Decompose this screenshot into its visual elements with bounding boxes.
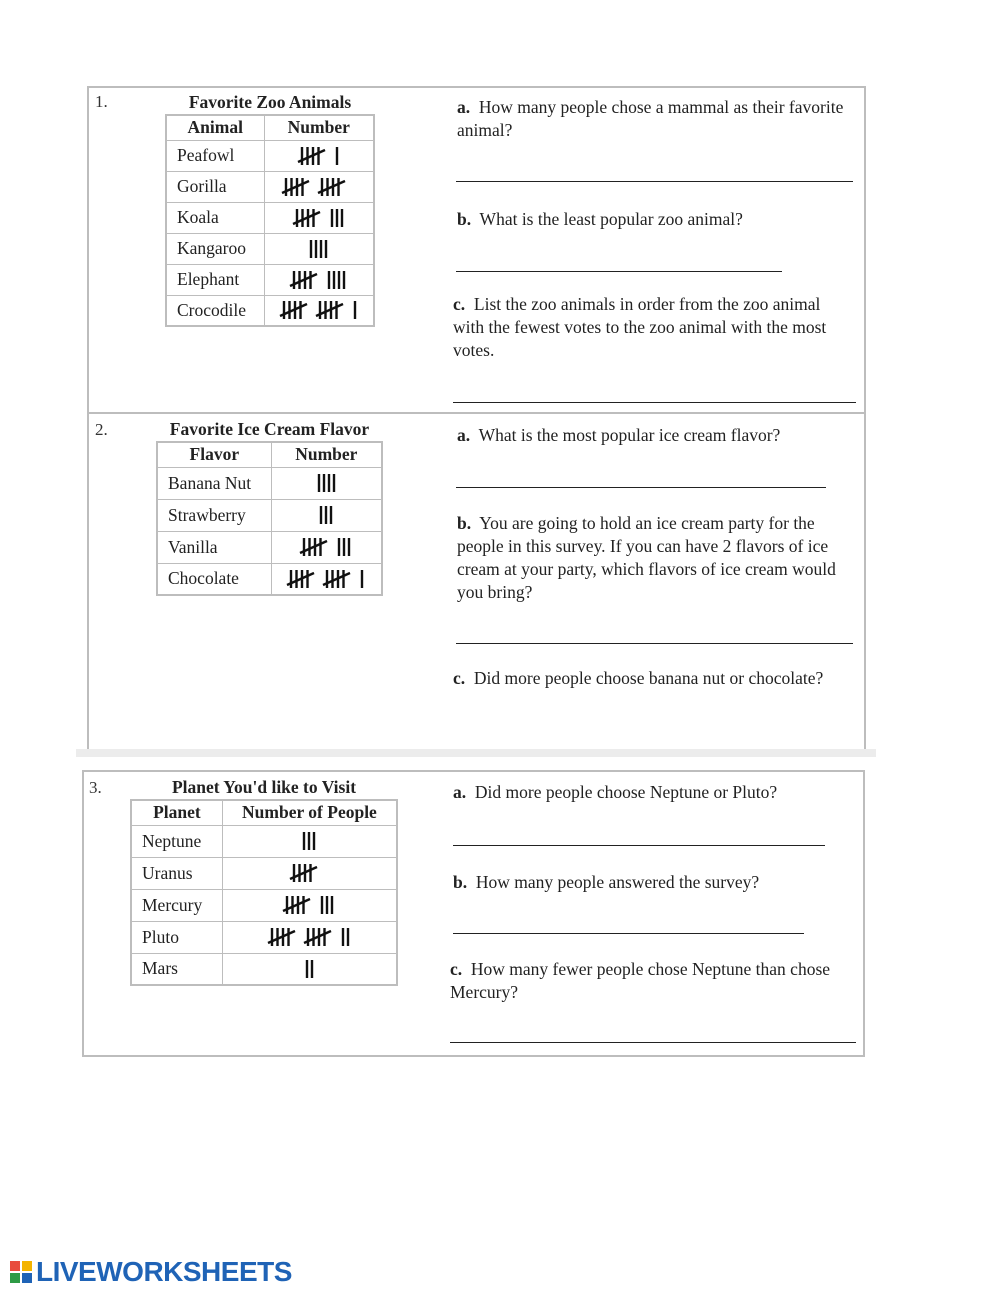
tally-cell (222, 825, 397, 857)
tally-cell (271, 499, 382, 531)
table-row (157, 467, 382, 499)
tally-cell (264, 140, 374, 171)
tally-marks (299, 536, 353, 558)
answer-line-1b[interactable] (456, 271, 782, 272)
table-row (166, 264, 374, 295)
tally-marks (286, 568, 366, 590)
tally-cell (264, 233, 374, 264)
table-row (131, 953, 397, 985)
section-2-number: 2. (95, 420, 108, 439)
table-row (131, 921, 397, 953)
question-text: Did more people choose banana nut or chocolate? (473, 668, 824, 688)
logo-text: LIVEWORKSHEETS (36, 1256, 292, 1287)
page-separator (76, 749, 876, 757)
tally-marks (267, 926, 352, 948)
column-header: Number of People (222, 800, 397, 825)
tally-cell (264, 202, 374, 233)
tally-cell (264, 171, 374, 202)
row-label: Pluto (131, 921, 222, 953)
question-1a (457, 96, 852, 142)
row-label: Mars (131, 953, 222, 985)
section-1-number: 1. (95, 92, 108, 111)
liveworksheets-logo[interactable] (10, 1256, 292, 1288)
table-row (157, 531, 382, 563)
row-label: Vanilla (157, 531, 271, 563)
table-row (166, 202, 374, 233)
tally-cell (264, 295, 374, 326)
tally-marks (317, 504, 335, 526)
tally-cell (222, 857, 397, 889)
question-letter: a. (457, 425, 471, 445)
question-letter: c. (453, 668, 466, 688)
question-text: What is the least popular zoo animal? (479, 209, 743, 229)
row-label: Koala (166, 202, 264, 233)
table-row (166, 171, 374, 202)
table-row (166, 233, 374, 264)
answer-line-2a[interactable] (456, 487, 826, 488)
tally-marks (292, 207, 346, 229)
table-row (131, 889, 397, 921)
section-1-table (165, 114, 375, 327)
question-3b (453, 871, 848, 894)
tally-marks (281, 176, 357, 198)
tally-cell (222, 889, 397, 921)
table-row (166, 140, 374, 171)
question-text: How many people answered the survey? (475, 872, 760, 892)
question-letter: b. (457, 209, 472, 229)
question-letter: c. (450, 959, 463, 979)
table-row (131, 857, 397, 889)
answer-line-1c[interactable] (453, 402, 856, 403)
row-label: Neptune (131, 825, 222, 857)
tally-marks (303, 958, 316, 980)
tally-cell (222, 921, 397, 953)
section-3-number: 3. (89, 778, 102, 797)
column-header: Flavor (157, 442, 271, 467)
question-text: How many fewer people chose Neptune than chose Mercury? (450, 959, 831, 1002)
table-row (131, 825, 397, 857)
tally-cell (222, 953, 397, 985)
question-letter: b. (457, 513, 472, 533)
question-text: Did more people choose Neptune or Pluto? (474, 782, 778, 802)
question-1c (453, 293, 843, 362)
row-label: Kangaroo (166, 233, 264, 264)
answer-line-3b[interactable] (453, 933, 804, 934)
tally-marks (279, 299, 359, 321)
tally-marks (282, 894, 336, 916)
section-1-table-title: Favorite Zoo Animals (188, 92, 352, 112)
logo-icon (10, 1261, 32, 1283)
answer-line-1a[interactable] (456, 181, 853, 182)
question-text: What is the most popular ice cream flavor? (478, 425, 781, 445)
question-letter: b. (453, 872, 468, 892)
answer-line-2b[interactable] (456, 643, 853, 644)
row-label: Peafowl (166, 140, 264, 171)
table-row (166, 295, 374, 326)
tally-cell (271, 531, 382, 563)
answer-line-3a[interactable] (453, 845, 825, 846)
tally-cell (264, 264, 374, 295)
tally-cell (271, 563, 382, 595)
tally-marks (289, 269, 348, 291)
row-label: Elephant (166, 264, 264, 295)
row-label: Banana Nut (157, 467, 271, 499)
question-3c (450, 958, 845, 1004)
question-2c (453, 667, 843, 690)
row-label: Mercury (131, 889, 222, 921)
tally-marks (289, 862, 329, 884)
tally-cell (271, 467, 382, 499)
question-2a (457, 424, 852, 447)
column-header: Planet (131, 800, 222, 825)
question-text: You are going to hold an ice cream party for the people in this survey. If you can have 2 flavors of ice cream at your party, which flavors of ice cream would you bring? (457, 513, 836, 602)
question-2b (457, 512, 852, 604)
question-letter: a. (457, 97, 471, 117)
question-text: List the zoo animals in order from the zoo animal with the fewest votes to the zoo animal with the most votes. (453, 294, 827, 360)
column-header: Number (271, 442, 382, 467)
tally-marks (307, 238, 330, 260)
column-header: Number (264, 115, 374, 140)
question-letter: a. (453, 782, 467, 802)
tally-marks (297, 145, 341, 167)
row-label: Chocolate (157, 563, 271, 595)
tally-marks (300, 830, 318, 852)
tally-marks (315, 472, 338, 494)
row-label: Crocodile (166, 295, 264, 326)
table-row (157, 499, 382, 531)
row-label: Strawberry (157, 499, 271, 531)
section-3-table (130, 799, 398, 986)
section-2-table (156, 441, 383, 596)
section-3-table-title: Planet You'd like to Visit (171, 777, 357, 797)
answer-line-3c[interactable] (450, 1042, 856, 1043)
question-text: How many people chose a mammal as their favorite animal? (457, 97, 844, 140)
section-2-table-title: Favorite Ice Cream Flavor (169, 419, 370, 439)
question-1b (457, 208, 852, 231)
row-label: Gorilla (166, 171, 264, 202)
row-label: Uranus (131, 857, 222, 889)
column-header: Animal (166, 115, 264, 140)
question-letter: c. (453, 294, 466, 314)
question-3a (453, 781, 848, 804)
table-row (157, 563, 382, 595)
